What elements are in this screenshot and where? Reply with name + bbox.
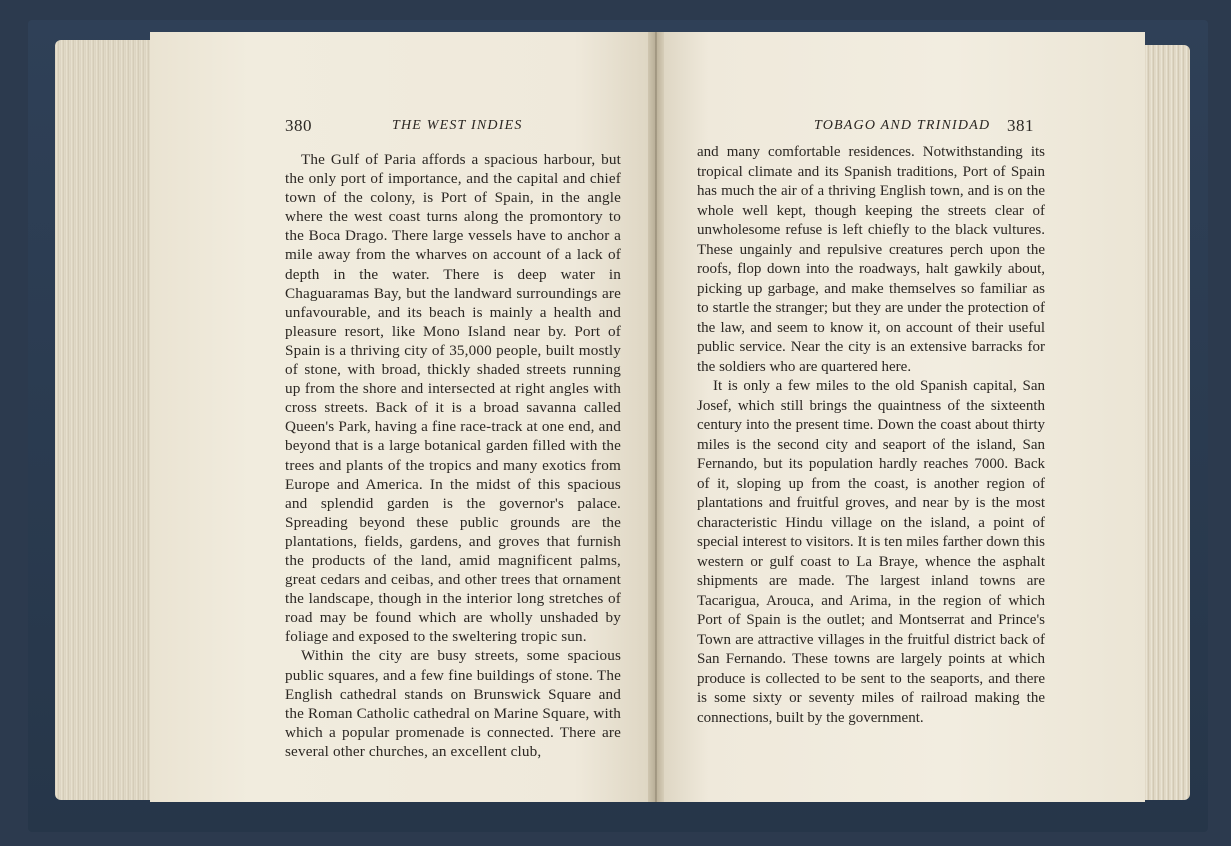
right-page-header	[697, 116, 1045, 140]
page-edges-right	[1140, 45, 1190, 800]
page-number: 381	[1007, 116, 1034, 135]
running-head: TOBAGO AND TRINIDAD	[814, 118, 991, 133]
paragraph: and many comfortable residences. Notwithstanding its tropical climate and its Spanish traditions, Port of Spain has much the air of a thriving English town, and is on the whole well kept, though keeping the streets clear of unwholesome refuse is left chiefly to the black vultures. These ungainly and repulsive creatures perch upon the roofs, flop down into the roadways, halt gawkily about, picking up garbage, and make themselves so familiar as to startle the stranger; but they are under the protection of the law, and seem to know it, on account of their useful public service. Near the city is an extensive barracks for the soldiers who are quartered here.	[697, 144, 1045, 375]
paragraph: Within the city are busy streets, some spacious public squares, and a few fine buildings of stone. The English cathedral stands on Brunswick Square and the Roman Catholic cathedral on Marine Square, with which a popular promenade is connected. There are several other churches, an excellent club,	[285, 647, 621, 760]
page-number: 380	[285, 116, 312, 135]
left-page-body	[285, 150, 621, 761]
paragraph: It is only a few miles to the old Spanish capital, San Josef, which still brings the quaintness of the sixteenth century into the present time. Down the coast about thirty miles is the second city and seaport of the island, San Fernando, but its population hardly reaches 7000. Back of it, sloping up from the coast, is another region of plantations and fruitful groves, and near by is the most characteristic Hindu village on the island, a point of special interest to visitors. It is ten miles farther down this western or gulf coast to La Braye, whence the asphalt shipments are made. The largest inland towns are Tacarigua, Arouca, and Arima, in the region of which Port of Spain is the outlet; and Montserrat and Prince's Town are attractive villages in the fruitful district back of San Fernando. These towns are largely points at which produce is collected to be sent to the seaports, and there is some sixty or seventy miles of railroad making the connections, built by the government.	[697, 378, 1045, 726]
left-page-header	[285, 116, 621, 140]
running-head: THE WEST INDIES	[392, 118, 523, 133]
paragraph: The Gulf of Paria affords a spacious harbour, but the only port of importance, and the capital and chief town of the colony, is Port of Spain, in the angle where the west coast turns along the promontory to the Boca Drago. There large vessels have to anchor a mile away from the wharves on account of a lack of depth in the water. There is deep water in Chaguaramas Bay, but the landward surroundings are unfavourable, and its beach is mainly a health and pleasure resort, like Mono Island near by. Port of Spain is a thriving city of 35,000 people, built mostly of stone, with broad, thickly shaded streets running up from the shore and intersected at right angles with cross streets. Back of it is a broad savanna called Queen's Park, having a fine race-track at one end, and beyond that is a large botanical garden filled with the trees and plants of the tropics and many exotics from Europe and America. In the midst of this spacious and splendid garden is the governor's palace. Spreading beyond these public grounds are the plantations, fields, gardens, and groves that furnish the products of the land, amid magnificent palms, great cedars and ceibas, and other trees that ornament the landscape, though in the interior long stretches of road may be found which are wholly unshaded by foliage and exposed to the sweltering tropic sun.	[285, 151, 621, 646]
page-edges-left	[55, 40, 165, 800]
right-page-body	[697, 143, 1045, 728]
book-gutter	[648, 32, 664, 802]
